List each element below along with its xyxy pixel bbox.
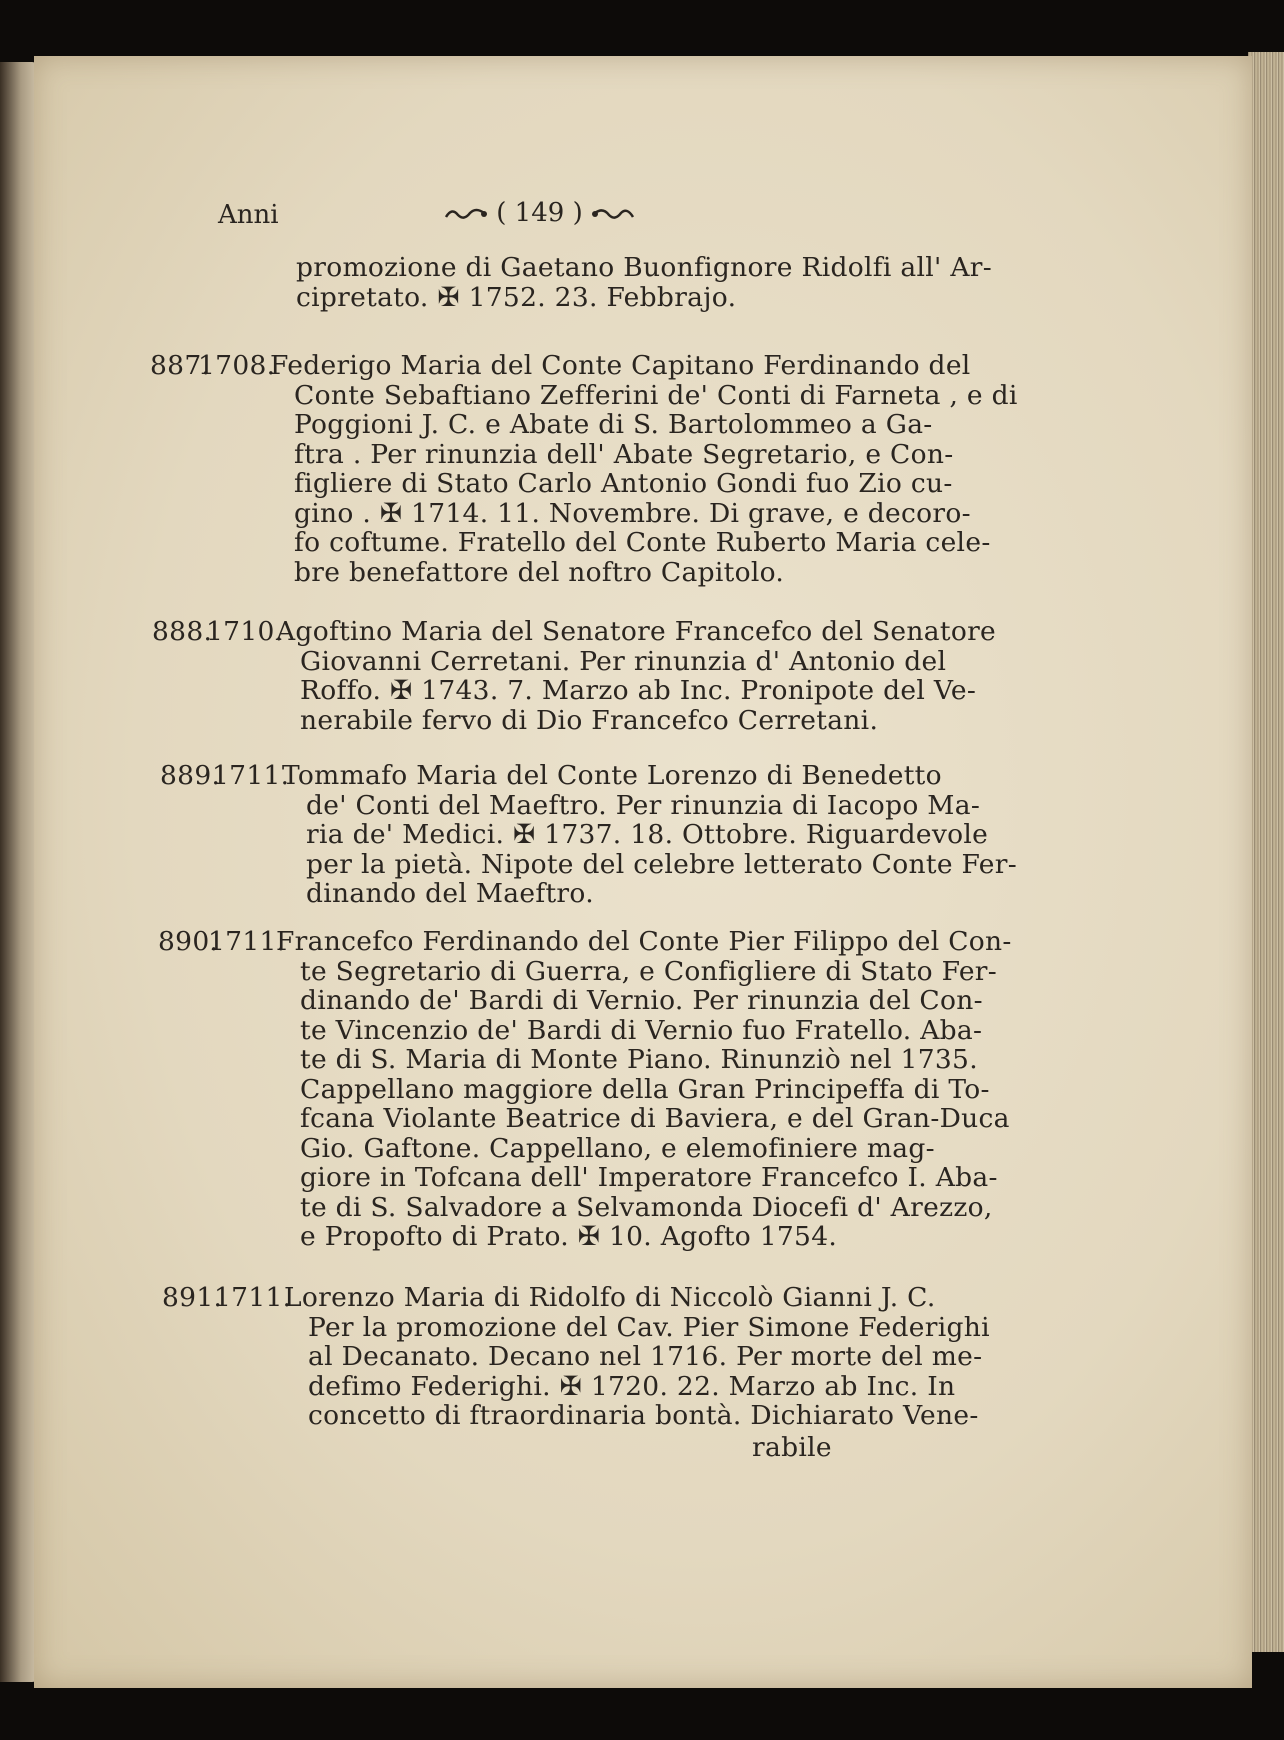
entry-line: te di S. Maria di Monte Piano. Rinunziò nel 1735. bbox=[300, 1044, 978, 1075]
entry-line: ria de' Medici. ✠ 1737. 18. Ottobre. Riguardevole bbox=[306, 819, 989, 850]
entry-line: Lorenzo Maria di Ridolfo di Niccolò Gianni J. C. bbox=[284, 1282, 936, 1313]
continuation-line: promozione di Gaetano Buonfignore Ridolfi all' Ar- bbox=[296, 252, 992, 283]
entry-number: 887. bbox=[150, 350, 211, 381]
entry-line: al Decanato. Decano nel 1716. Per morte del me- bbox=[308, 1341, 983, 1372]
entry-line: e Propofto di Prato. ✠ 10. Agofto 1754. bbox=[300, 1221, 838, 1252]
entry-line: te Segretario di Guerra, e Configliere di Stato Fer- bbox=[300, 956, 998, 987]
page-number: ( 149 ) bbox=[496, 198, 583, 228]
entry-line: Francefco Ferdinando del Conte Pier Filippo del Con- bbox=[276, 926, 1012, 957]
entry-line: Poggioni J. C. e Abate di S. Bartolommeo a Ga- bbox=[294, 409, 933, 440]
entry-line: Giovanni Cerretani. Per rinunzia d' Antonio del bbox=[300, 646, 947, 677]
entry-line: Conte Sebaftiano Zefferini de' Conti di Farneta , e di bbox=[294, 380, 1018, 411]
catchword: rabile bbox=[752, 1432, 832, 1463]
page-body bbox=[34, 56, 1252, 1688]
entry-line: ftra . Per rinunzia dell' Abate Segretario, e Con- bbox=[294, 439, 954, 470]
entry-year: 1708. bbox=[198, 350, 276, 381]
entry-number: 890. bbox=[158, 926, 219, 957]
entry-line: figliere di Stato Carlo Antonio Gondi fuo Zio cu- bbox=[294, 468, 953, 499]
entry-number: 889. bbox=[160, 760, 221, 791]
entry-year: 1711. bbox=[214, 1282, 292, 1313]
entry-line: bre benefattore del noftro Capitolo. bbox=[294, 557, 785, 588]
entry-line: fo coftume. Fratello del Conte Ruberto Maria cele- bbox=[294, 527, 991, 558]
entry-line: Cappellano maggiore della Gran Principeffa di To- bbox=[300, 1074, 990, 1105]
book-page bbox=[34, 56, 1252, 1688]
entry-line: dinando de' Bardi di Vernio. Per rinunzia del Con- bbox=[300, 985, 983, 1016]
entry-year: 1710. bbox=[206, 616, 284, 647]
entry-number: 888. bbox=[152, 616, 213, 647]
entry-line: Tommafo Maria del Conte Lorenzo di Benedetto bbox=[282, 760, 942, 791]
entry-year: 1711. bbox=[212, 760, 290, 791]
book-edge-right bbox=[1248, 52, 1284, 1652]
book-edge-left bbox=[0, 62, 38, 1682]
entry-line: defimo Federighi. ✠ 1720. 22. Marzo ab Inc. In bbox=[308, 1371, 956, 1402]
entry-line: gino . ✠ 1714. 11. Novembre. Di grave, e decoro- bbox=[294, 498, 971, 529]
entry-year: 1711. bbox=[208, 926, 286, 957]
entry-line: Gio. Gaftone. Cappellano, e elemofiniere mag- bbox=[300, 1133, 935, 1164]
entry-line: concetto di ftraordinaria bontà. Dichiarato Vene- bbox=[308, 1400, 979, 1431]
entry-number: 891. bbox=[162, 1282, 223, 1313]
entry-line: Agoftino Maria del Senatore Francefco del Senatore bbox=[276, 616, 997, 647]
entry-line: dinando del Maeftro. bbox=[306, 878, 594, 909]
entry-line: Per la promozione del Cav. Pier Simone Federighi bbox=[308, 1312, 990, 1343]
entry-line: fcana Violante Beatrice di Baviera, e del Gran-Duca bbox=[300, 1103, 1010, 1134]
continuation-line: cipretato. ✠ 1752. 23. Febbrajo. bbox=[296, 282, 737, 313]
entry-line: te di S. Salvadore a Selvamonda Diocefi d' Arezzo, bbox=[300, 1192, 993, 1223]
entry-line: giore in Tofcana dell' Imperatore Francefco I. Aba- bbox=[300, 1162, 998, 1193]
running-word: Anni bbox=[218, 200, 279, 230]
entry-line: nerabile fervo di Dio Francefco Cerretani. bbox=[300, 705, 879, 736]
entry-line: te Vincenzio de' Bardi di Vernio fuo Fratello. Aba- bbox=[300, 1015, 983, 1046]
entry-line: per la pietà. Nipote del celebre letterato Conte Fer- bbox=[306, 849, 1017, 880]
entry-line: de' Conti del Maeftro. Per rinunzia di Iacopo Ma- bbox=[306, 790, 981, 821]
entry-line: Federigo Maria del Conte Capitano Ferdinando del bbox=[270, 350, 971, 381]
entry-line: Roffo. ✠ 1743. 7. Marzo ab Inc. Pronipote del Ve- bbox=[300, 675, 977, 706]
